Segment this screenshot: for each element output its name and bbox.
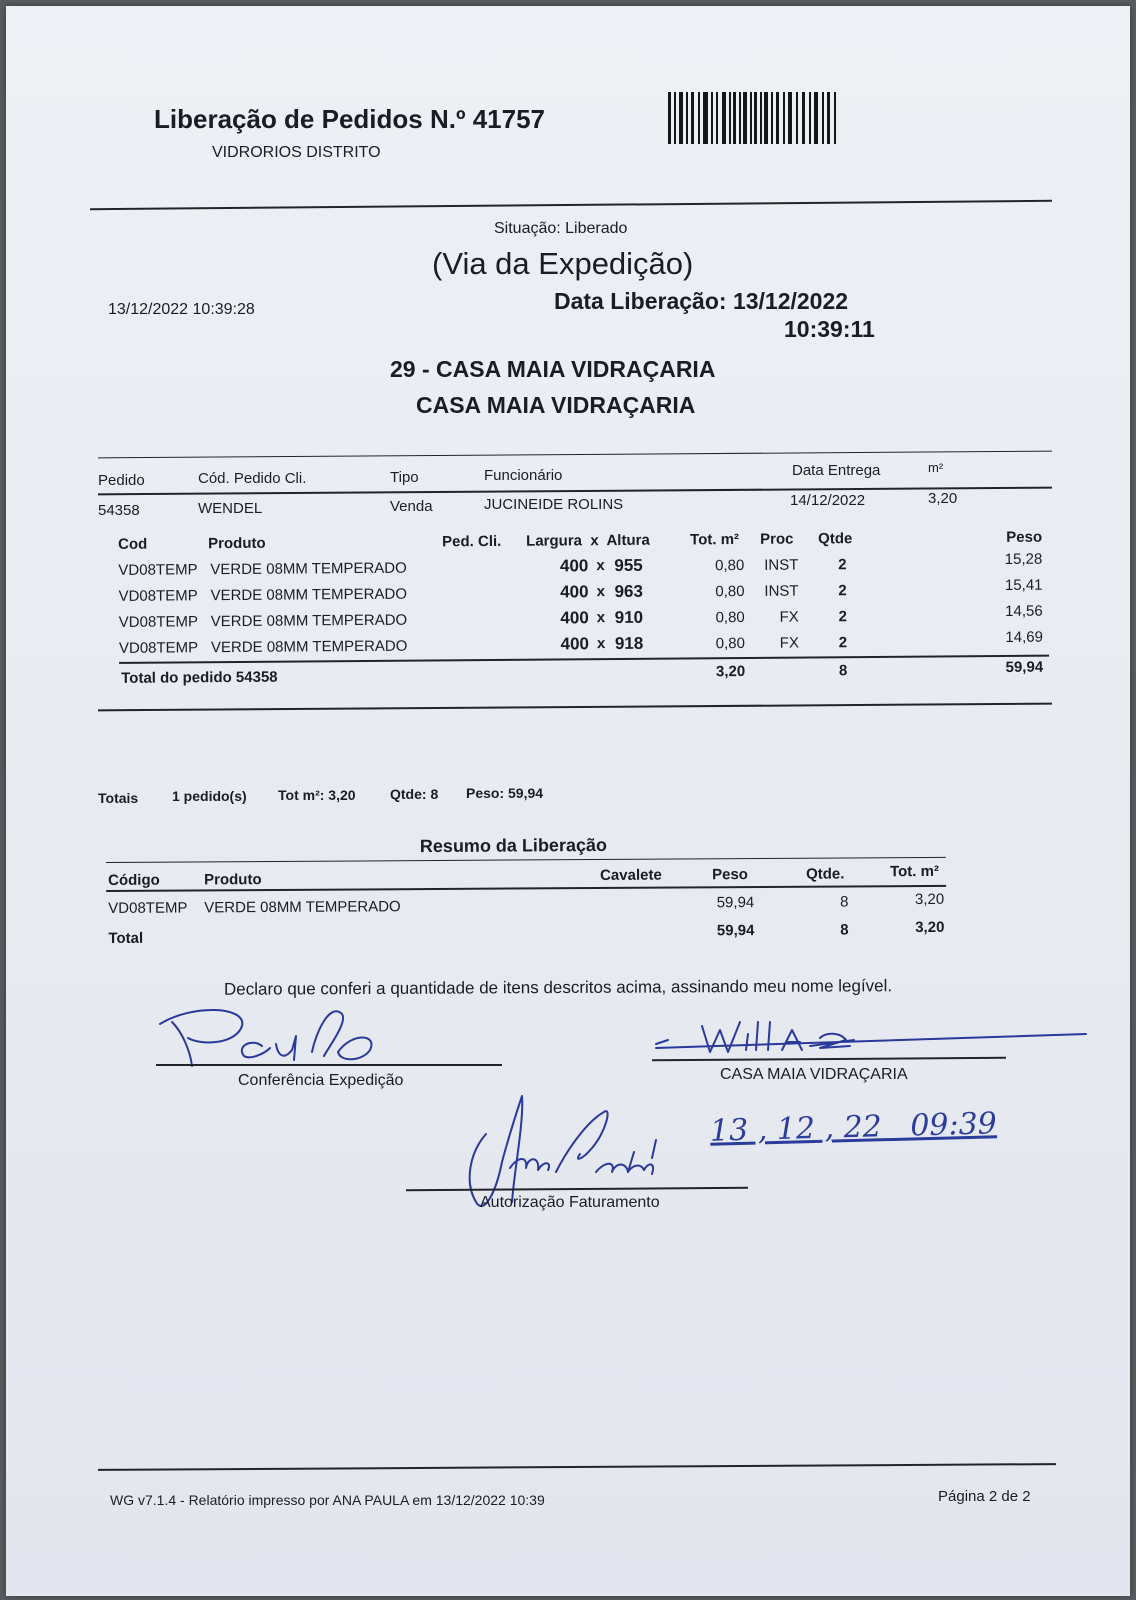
- order-total-m2: 3,20: [715, 662, 746, 681]
- summary-total-peso: 59,94: [716, 922, 755, 940]
- summary-produto: VERDE 08MM TEMPERADO: [204, 898, 401, 917]
- totals-qtde: Qtde: 8: [390, 786, 439, 802]
- footer-divider: [98, 1463, 1056, 1471]
- item-qtde: 2: [838, 582, 847, 600]
- item-proc: INST: [764, 582, 799, 600]
- order-pedido: 54358: [98, 502, 140, 519]
- order-total-label: Total do pedido 54358: [121, 668, 278, 687]
- situation-status: Situação: Liberado: [494, 220, 628, 237]
- item-cod: VD08TEMP: [118, 639, 199, 657]
- summary-top-divider: [106, 857, 946, 863]
- declaration-text: Declaro que conferi a quantidade de itens descritos acima, assinando meu nome legível.: [223, 976, 893, 999]
- release-time: 10:39:11: [784, 316, 875, 342]
- order-tipo: Venda: [390, 498, 433, 515]
- footer-page-number: Página 2 de 2: [938, 1488, 1031, 1505]
- order-total-peso: 59,94: [1005, 658, 1044, 676]
- item-proc: INST: [764, 556, 799, 574]
- copy-designation: (Via da Expedição): [432, 246, 694, 281]
- order-m2: 3,20: [928, 490, 958, 507]
- summary-total-qtde: 8: [840, 921, 849, 939]
- item-x: x: [596, 557, 605, 575]
- summary-header-tot-m2: Tot. m²: [889, 862, 939, 881]
- totals-label: Totais: [98, 790, 139, 806]
- item-x: x: [596, 635, 606, 653]
- summary-header-cavalete: Cavalete: [600, 866, 662, 884]
- col-header-cod-pedido-cli: Cód. Pedido Cli.: [198, 470, 307, 487]
- item-altura: 955: [614, 555, 643, 576]
- label-autorizacao-faturamento: Autorização Faturamento: [480, 1194, 660, 1211]
- item-header-proc: Proc: [760, 530, 794, 548]
- item-tot-m2: 0,80: [715, 608, 745, 627]
- item-header-tot-m2: Tot. m²: [690, 531, 740, 549]
- item-largura: 400: [560, 608, 589, 628]
- footer-print-info: WG v7.1.4 - Relatório impresso por ANA PAULA em 13/12/2022 10:39: [110, 1492, 545, 1508]
- item-tot-m2: 0,80: [715, 634, 746, 653]
- item-x: x: [596, 609, 606, 627]
- item-qtde: 2: [838, 608, 847, 626]
- signature-line-conferencia: [156, 1064, 502, 1066]
- item-header-cod: Cod: [118, 535, 148, 553]
- totals-peso: Peso: 59,94: [466, 785, 544, 801]
- item-header-produto: Produto: [208, 534, 266, 553]
- item-peso: 14,56: [1005, 602, 1043, 620]
- item-tot-m2: 0,80: [715, 556, 745, 575]
- summary-header-produto: Produto: [204, 871, 262, 889]
- item-produto: VERDE 08MM TEMPERADO: [210, 611, 408, 631]
- order-cod-pedido-cli: WENDEL: [198, 500, 263, 517]
- col-header-funcionario: Funcionário: [484, 467, 563, 484]
- totals-m2: Tot m²: 3,20: [278, 787, 356, 803]
- release-date: Data Liberação: 13/12/2022: [554, 288, 849, 314]
- item-largura: 400: [560, 582, 589, 602]
- item-cod: VD08TEMP: [118, 561, 198, 579]
- item-qtde: 2: [838, 634, 848, 652]
- summary-total-label: Total: [108, 929, 144, 947]
- document-page: [6, 6, 1130, 1596]
- print-datetime: 13/12/2022 10:39:28: [108, 301, 255, 318]
- summary-header-peso: Peso: [712, 866, 748, 884]
- item-altura: 918: [614, 633, 644, 654]
- item-peso: 14,69: [1005, 628, 1043, 646]
- order-data-entrega: 14/12/2022: [790, 492, 866, 509]
- item-altura: 963: [614, 581, 643, 602]
- handwritten-date: 13 , 12 , 22 09:39: [709, 1106, 998, 1149]
- item-header-qtde: Qtde: [818, 530, 853, 548]
- summary-title: Resumo da Liberação: [419, 834, 608, 857]
- item-peso: 15,28: [1004, 550, 1043, 568]
- item-peso: 15,41: [1004, 576, 1043, 594]
- col-header-tipo: Tipo: [390, 469, 419, 486]
- item-altura: 910: [614, 607, 644, 628]
- summary-table: [1, 0, 1131, 967]
- summary-qtde: 8: [840, 893, 849, 911]
- label-conferencia-expedicao: Conferência Expedição: [238, 1072, 404, 1089]
- item-cod: VD08TEMP: [118, 613, 199, 631]
- item-x: x: [596, 583, 605, 601]
- item-produto: VERDE 08MM TEMPERADO: [210, 637, 408, 657]
- item-produto: VERDE 08MM TEMPERADO: [210, 585, 408, 605]
- summary-tot-m2: 3,20: [914, 890, 945, 909]
- item-largura: 400: [559, 556, 589, 576]
- label-cliente: CASA MAIA VIDRAÇARIA: [720, 1066, 908, 1083]
- summary-total-tot-m2: 3,20: [915, 918, 945, 937]
- summary-header-codigo: Código: [108, 871, 160, 889]
- item-cod: VD08TEMP: [118, 587, 198, 605]
- order-funcionario: JUCINEIDE ROLINS: [484, 496, 624, 513]
- item-header-peso: Peso: [1006, 528, 1043, 546]
- signature-conferencia: [152, 1002, 412, 1078]
- item-tot-m2: 0,80: [715, 582, 745, 601]
- document-title: Liberação de Pedidos N.º 41757: [154, 104, 545, 134]
- summary-codigo: VD08TEMP: [108, 899, 188, 917]
- totals-orders: 1 pedido(s): [172, 788, 247, 804]
- client-code-name: 29 - CASA MAIA VIDRAÇARIA: [390, 356, 716, 382]
- item-produto: VERDE 08MM TEMPERADO: [210, 559, 407, 579]
- col-header-data-entrega: Data Entrega: [792, 462, 881, 479]
- summary-header-qtde: Qtde.: [806, 865, 845, 883]
- summary-peso: 59,94: [716, 894, 755, 912]
- col-header-m2: m²: [928, 460, 944, 475]
- item-header-largura-altura: Largura x Altura: [526, 531, 650, 550]
- client-name: CASA MAIA VIDRAÇARIA: [416, 392, 696, 418]
- item-largura: 400: [560, 634, 590, 654]
- item-header-ped-cli: Ped. Cli.: [442, 532, 502, 551]
- item-qtde: 2: [838, 556, 847, 574]
- item-proc: FX: [779, 634, 800, 652]
- order-total-qtde: 8: [838, 662, 848, 680]
- item-proc: FX: [779, 608, 799, 626]
- col-header-pedido: Pedido: [98, 472, 145, 489]
- company-name: VIDRORIOS DISTRITO: [212, 144, 381, 161]
